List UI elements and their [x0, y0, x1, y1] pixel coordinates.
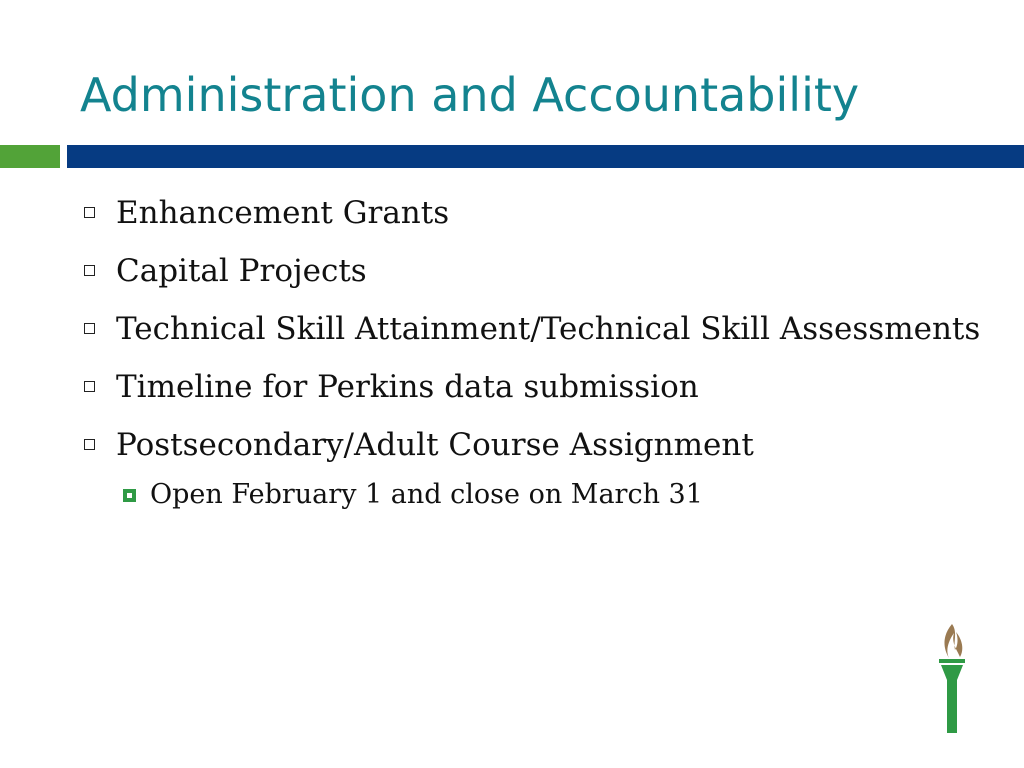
- bullet-technical-skill: [84, 306, 984, 352]
- green-framed-square-bullet-icon: [123, 489, 136, 502]
- hollow-square-bullet-icon: [84, 265, 95, 276]
- hollow-square-bullet-icon: [84, 439, 95, 450]
- hollow-square-bullet-icon: [84, 323, 95, 334]
- bullet-enhancement-grants: [84, 190, 984, 236]
- bullet-perkins-timeline: [84, 364, 984, 410]
- title-rule-green: [0, 145, 60, 168]
- bullet-text: Capital Projects: [116, 253, 367, 289]
- title-rule-blue: [67, 145, 1024, 168]
- bullet-text: Enhancement Grants: [116, 195, 450, 231]
- hollow-square-bullet-icon: [84, 207, 95, 218]
- bullet-text: Timeline for Perkins data submission: [116, 369, 699, 405]
- torch-icon: [930, 620, 974, 740]
- hollow-square-bullet-icon: [84, 381, 95, 392]
- bullet-text: Postsecondary/Adult Course Assignment: [116, 427, 754, 463]
- bullet-course-assignment: [84, 422, 984, 468]
- sub-bullet-open-dates: [123, 476, 984, 514]
- bullet-list: [84, 190, 984, 514]
- bullet-text: Technical Skill Attainment/Technical Skill Assessments: [116, 311, 981, 347]
- sub-bullet-text: Open February 1 and close on March 31: [150, 479, 703, 510]
- slide-title: Administration and Accountability: [80, 68, 860, 122]
- bullet-capital-projects: [84, 248, 984, 294]
